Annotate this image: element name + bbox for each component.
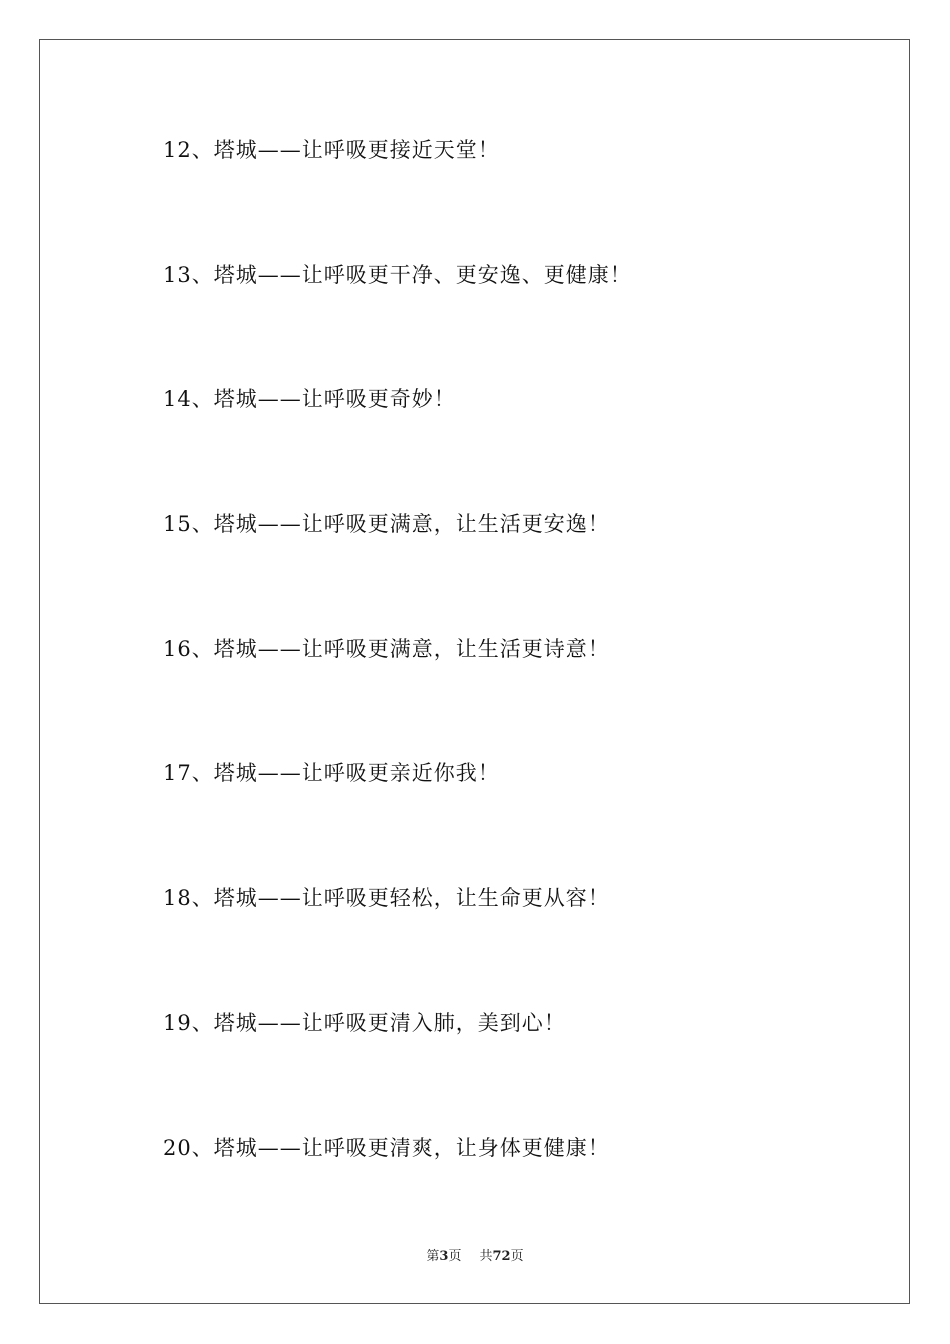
slogan-line: 18、塔城——让呼吸更轻松，让生命更从容！ xyxy=(163,886,610,911)
total-pages: 72 xyxy=(492,1249,511,1264)
slogan-list xyxy=(163,135,863,1257)
total-prefix: 共 xyxy=(479,1249,493,1264)
page-prefix: 第 xyxy=(426,1249,440,1264)
slogan-line: 12、塔城——让呼吸更接近天堂！ xyxy=(163,138,500,162)
slogan-line: 13、塔城——让呼吸更干净、更安逸、更健康！ xyxy=(163,262,632,287)
page-number: 3 xyxy=(439,1249,449,1264)
slogan-line: 14、塔城——让呼吸更奇妙！ xyxy=(163,387,456,412)
slogan-line: 15、塔城——让呼吸更满意，让生活更安逸！ xyxy=(163,512,610,537)
slogan-line: 17、塔城——让呼吸更亲近你我！ xyxy=(163,761,500,786)
page-footer xyxy=(0,1248,950,1266)
slogan-line: 20、塔城——让呼吸更清爽，让身体更健康！ xyxy=(163,1135,610,1160)
total-suffix: 页 xyxy=(510,1249,524,1264)
slogan-line: 19、塔城——让呼吸更清入肺，美到心！ xyxy=(163,1010,566,1035)
slogan-line: 16、塔城——让呼吸更满意，让生活更诗意！ xyxy=(163,636,610,661)
page-suffix: 页 xyxy=(448,1249,462,1264)
